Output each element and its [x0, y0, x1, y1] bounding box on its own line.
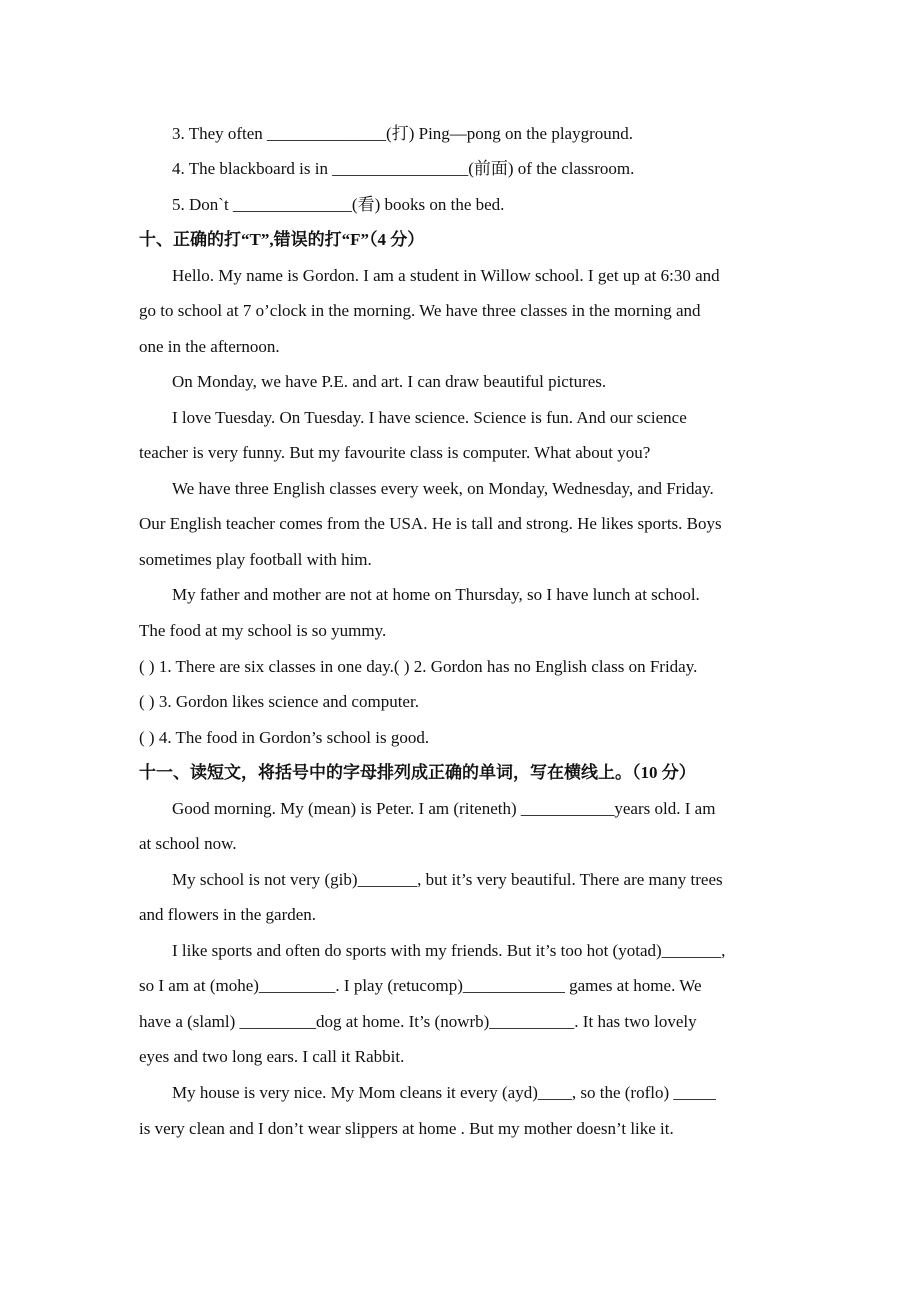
passage-line: eyes and two long ears. I call it Rabbit. [139, 1047, 405, 1066]
passage-line: so I am at (mohe)_________. I play (retucomp)____________ games at home. We [139, 976, 702, 995]
passage-line: Good morning. My (mean) is Peter. I am (riteneth) ___________years old. I am [172, 799, 716, 818]
passage-line: Our English teacher comes from the USA. He is tall and strong. He likes sports. Boys [139, 514, 722, 533]
passage-line: My school is not very (gib)_______, but it’s very beautiful. There are many trees [172, 870, 723, 889]
passage-line: We have three English classes every week, on Monday, Wednesday, and Friday. [172, 479, 714, 498]
tf-question-row: ( ) 4. The food in Gordon’s school is good. [139, 728, 430, 747]
section-11-heading: 十一、读短文，将括号中的字母排列成正确的单词，写在横线上。（10 分） [139, 763, 696, 782]
passage-line: My father and mother are not at home on Thursday, so I have lunch at school. [172, 585, 700, 604]
passage-line: My house is very nice. My Mom cleans it every (ayd)____, so the (roflo) _____ [172, 1083, 716, 1102]
passage-line: Hello. My name is Gordon. I am a student in Willow school. I get up at 6:30 and [172, 266, 720, 285]
passage-line: I like sports and often do sports with my friends. But it’s too hot (yotad)_______, [172, 941, 726, 960]
passage-line: at school now. [139, 834, 237, 853]
tf-question-row: ( ) 1. There are six classes in one day.( ) 2. Gordon has no English class on Friday. [139, 657, 698, 676]
section-10-heading: 十、正确的打“T”,错误的打“F”（4 分） [139, 230, 425, 249]
passage-line: one in the afternoon. [139, 337, 280, 356]
passage-line: The food at my school is so yummy. [139, 621, 387, 640]
passage-line: go to school at 7 o’clock in the morning. We have three classes in the morning and [139, 301, 701, 320]
passage-line: sometimes play football with him. [139, 550, 372, 569]
passage-line: have a (slaml) _________dog at home. It’s (nowrb)__________. It has two lovely [139, 1012, 697, 1031]
tf-question-row: ( ) 3. Gordon likes science and computer. [139, 692, 419, 711]
fill-item-4: 4. The blackboard is in ________________(前面) of the classroom. [172, 159, 635, 178]
passage-line: is very clean and I don’t wear slippers at home . But my mother doesn’t like it. [139, 1119, 674, 1138]
passage-line: On Monday, we have P.E. and art. I can draw beautiful pictures. [172, 372, 607, 391]
fill-item-3: 3. They often ______________(打) Ping—pong on the playground. [172, 124, 634, 143]
passage-line: and flowers in the garden. [139, 905, 317, 924]
passage-line: teacher is very funny. But my favourite class is computer. What about you? [139, 443, 651, 462]
fill-item-5: 5. Don`t ______________(看) books on the bed. [172, 195, 505, 214]
passage-line: I love Tuesday. On Tuesday. I have science. Science is fun. And our science [172, 408, 687, 427]
